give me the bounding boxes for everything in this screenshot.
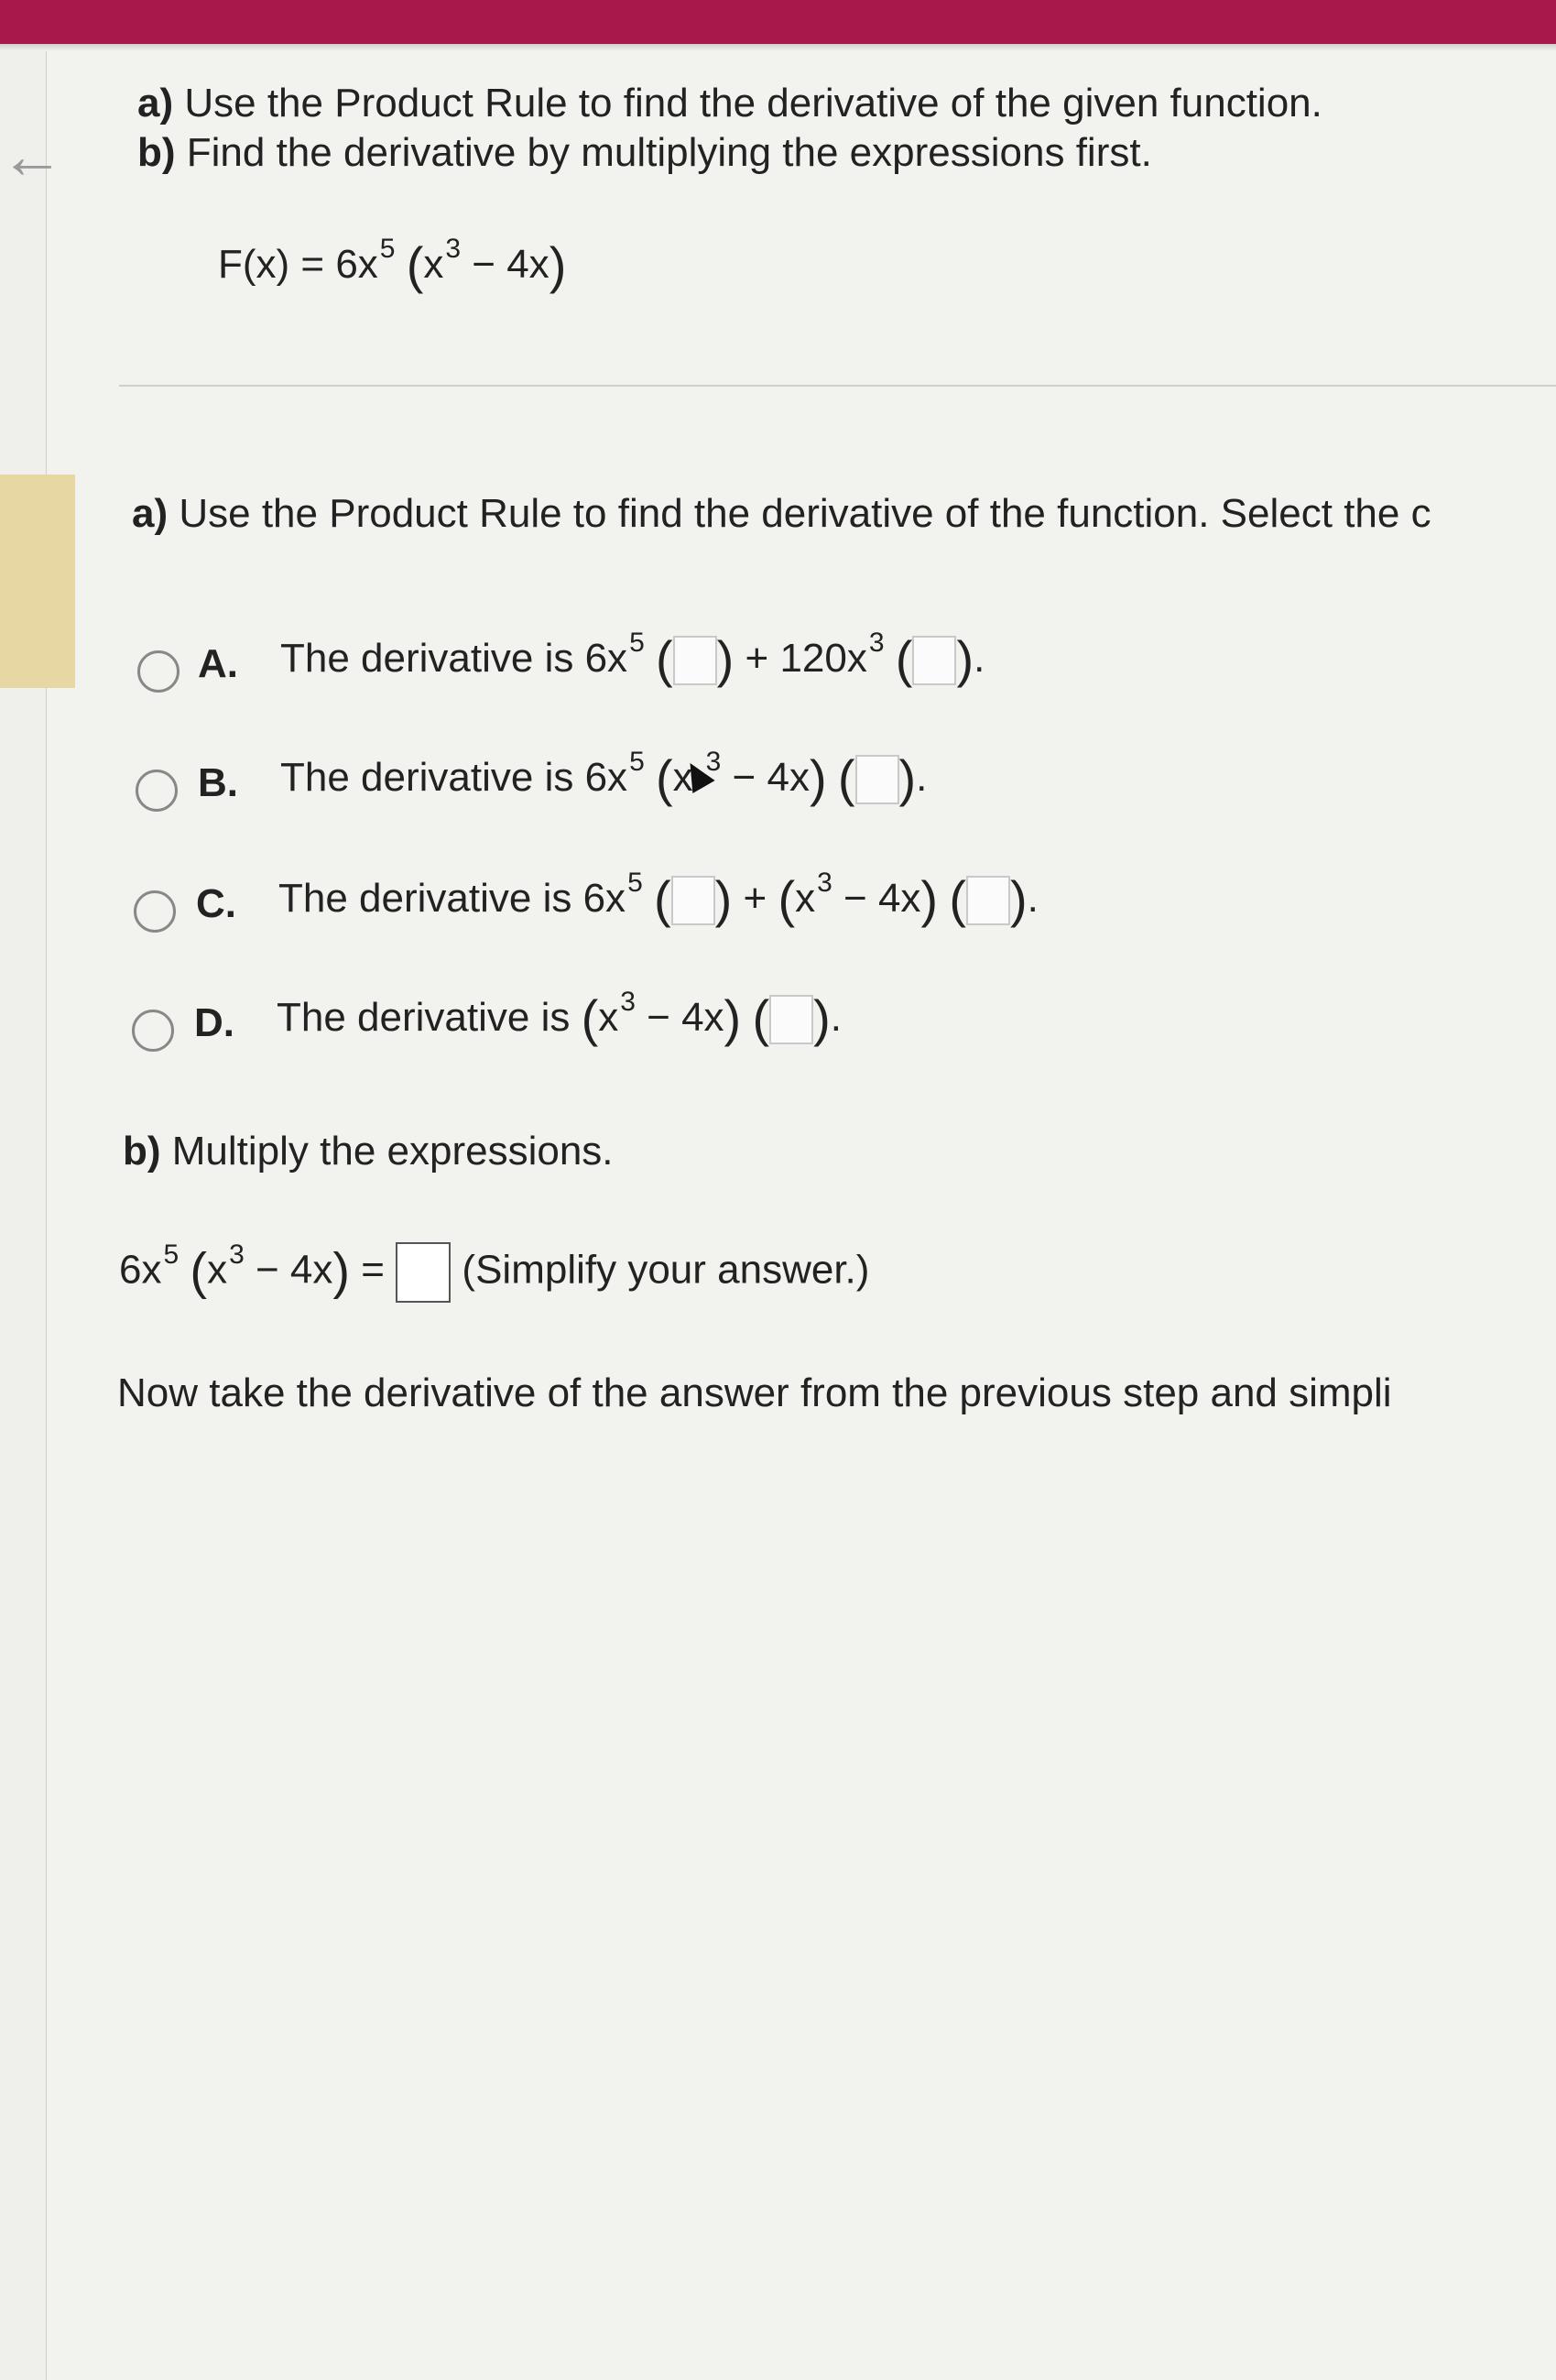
question-a: a) Use the Product Rule to find the derivative of the function. Select the c bbox=[132, 491, 1431, 536]
option-a-radio[interactable] bbox=[137, 650, 180, 693]
option-b-radio[interactable] bbox=[136, 770, 178, 812]
multiply-expression: $6x^5$ $(x^3 - 4x)$ = (Simplify your answer.) bbox=[119, 1242, 869, 1303]
option-a-text[interactable]: The derivative is $6x^5$ ( ) + $120x^3$ ( ). bbox=[280, 628, 985, 688]
option-b-letter: B. bbox=[198, 760, 238, 805]
question-b: b) Multiply the expressions. bbox=[123, 1129, 614, 1174]
option-c-box-1[interactable] bbox=[671, 876, 715, 925]
option-d-box[interactable] bbox=[769, 995, 813, 1044]
option-c-radio[interactable] bbox=[134, 890, 176, 933]
option-a-letter: A. bbox=[198, 641, 238, 686]
option-b-box[interactable] bbox=[855, 755, 899, 804]
next-step-instruction: Now take the derivative of the answer from the previous step and simpli bbox=[117, 1370, 1392, 1415]
option-c-letter: C. bbox=[196, 881, 236, 926]
instruction-a: a) Use the Product Rule to find the derivative of the given function. bbox=[137, 81, 1322, 126]
question-highlight bbox=[0, 475, 75, 688]
option-d-radio[interactable] bbox=[132, 1010, 174, 1052]
option-d-text[interactable]: The derivative is $(x^3 - 4x)$ ( ). bbox=[277, 987, 842, 1047]
function-expression: $F(x) = 6x^5$ $(x^3 - 4x)$ bbox=[218, 234, 567, 294]
instruction-b: b) Find the derivative by multiplying the expressions first. bbox=[137, 130, 1152, 175]
question-content bbox=[119, 0, 1556, 2380]
option-c-text[interactable]: The derivative is $6x^5$ ( ) + $(x^3 - 4x)$ ( ). bbox=[278, 868, 1039, 928]
multiply-answer-input[interactable] bbox=[396, 1242, 451, 1303]
option-c-box-2[interactable] bbox=[966, 876, 1010, 925]
left-panel bbox=[0, 51, 47, 2380]
option-d-letter: D. bbox=[194, 1000, 234, 1045]
option-a-box-2[interactable] bbox=[912, 636, 956, 685]
section-divider bbox=[119, 385, 1556, 387]
back-arrow-icon[interactable]: ← bbox=[0, 120, 64, 191]
option-b-text[interactable]: The derivative is $6x^5$ (x $^3$ − 4x) ( ). bbox=[280, 747, 928, 807]
option-a-box-1[interactable] bbox=[673, 636, 717, 685]
